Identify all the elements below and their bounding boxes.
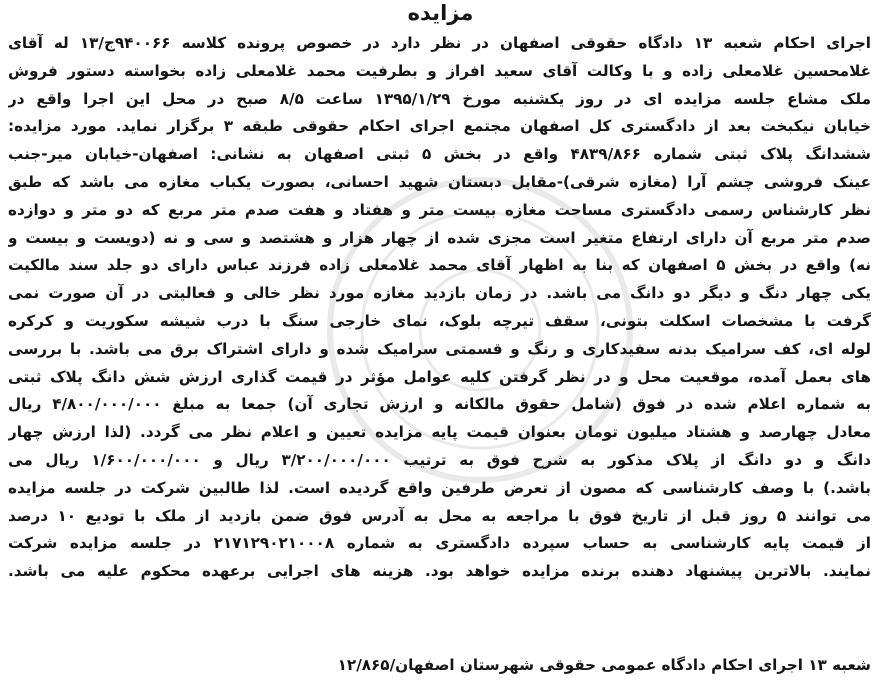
notice-title: مزایده [407, 1, 474, 25]
notice-line: باشد.) با وصف کارشناسی که مصون از تعرض طرفین واقع گردیده است. لذا طالبین شرکت در جلسه مزایده [8, 478, 871, 497]
notice-line: نظر کارشناس رسمی دادگستری مساحت مغازه بیست متر و هفتاد و هفت صدم متر مربع که دو متر و دوازده [8, 200, 871, 219]
notice-line: معادل چهارصد و هشتاد میلیون تومان بعنوان قیمت پایه مزایده تعیین و اعلام نظر می گردد. (لذا ارزش چهار [8, 423, 871, 442]
notice-line: نه) واقع در بخش ۵ اصفهان که بنا به اظهار آقای محمد غلامعلی زاده فرزند عباس دارای دو جلد سند مالکیت [8, 256, 871, 275]
notice-line: می توانند ۵ روز قبل از تاریخ فوق با مراجعه به محل به آدرس فوق ضمن بازدید از ملک با تودیع ۱۰ درصد [8, 506, 871, 525]
notice-line: صدم متر مربع آن دارای ارتفاع متغیر است مجزی شده از چهار هزار و هشتصد و سی و نه (دویست و بیست و [8, 228, 871, 247]
notice-line: نمایند. بالاترین پیشنهاد دهنده برنده مزایده خواهد بود. هزینه های اجرایی برعهده محکوم علیه می باشد. [8, 562, 871, 581]
notice-line: ملک مشاع جلسه مزایده ای در روز یکشنبه مورخ ۱۳۹۵/۱/۲۹ ساعت ۸/۵ صبح در محل این اجرا واقع در [8, 89, 871, 108]
notice-line: عینک فروشی چشم آرا (مغازه شرقی)-مقابل دبستان شهید احسانی، بصورت یکباب مغازه می باشد که طبق [8, 172, 871, 191]
notice-line: غلامحسین غلامعلی زاده و با وکالت آقای سعید افراز و بطرفیت محمد غلامعلی زاده بخواسته دستور فروش [8, 61, 871, 80]
notice-line: از قیمت پایه کارشناسی به حساب سپرده دادگستری به شماره ۲۱۷۱۲۹۰۲۱۰۰۰۸ در جلسه مزایده شرکت [8, 534, 871, 553]
notice-line: ششدانگ پلاک ثبتی شماره ۴۸۳۹/۸۶۶ واقع در بخش ۵ ثبتی اصفهان به نشانی: اصفهان-خیابان میر-جنب [8, 145, 871, 164]
notice-line: دانگ و دو دانگ از پلاک مذکور به شرح فوق به ترتیب ۳/۲۰۰/۰۰۰/۰۰۰ ریال و ۱/۶۰۰/۰۰۰/۰۰۰ ریال می [8, 450, 871, 469]
notice-line: های بعمل آمده، موقعیت محل و در نظر گرفتن کلیه عوامل مؤثر در قیمت گذاری ارزش شش دانگ پلاک ثبتی [8, 367, 871, 386]
notice-line: گرفت با مشخصات اسکلت بتونی، سقف تیرچه بلوک، نمای خارجی سنگ با درب شیشه سکوریت و کرکره [8, 311, 871, 330]
notice-line: خیابان نیکبخت بعد از دادگستری کل اصفهان مجتمع اجرای احکام حقوقی طبقه ۳ برگزار نماید. مورد مزایده: [8, 117, 871, 136]
notice-line: یکی چهار دنگ و دیگر دو دانگ می باشد. در زمان بازدید مغازه مورد نظر خالی و فعالیتی در آن صورت نمی [8, 284, 871, 303]
notice-line: لوله ای، کف سرامیک بدنه سفیدکاری و رنگ و قسمتی سرامیک شده و دارای اشتراک برق می باشد. با بررسی [8, 339, 871, 358]
notice-signature: شعبه ۱۳ اجرای احکام دادگاه عمومی حقوقی شهرستان اصفهان/۱۲/۸۶۵ [337, 656, 871, 674]
notice-line: به شماره اعلام شده در فوق (شامل حقوق مالکانه و ارزش تجاری آن) جمعا به مبلغ ۴/۸۰۰/۰۰۰/۰۰۰ ریال [8, 395, 871, 414]
notice-line: اجرای احکام شعبه ۱۳ دادگاه حقوقی اصفهان در نظر دارد در خصوص پرونده کلاسه ۹۴۰۰۶۶ج/۱۳ له آقای [8, 34, 871, 52]
notice-body [8, 30, 871, 586]
